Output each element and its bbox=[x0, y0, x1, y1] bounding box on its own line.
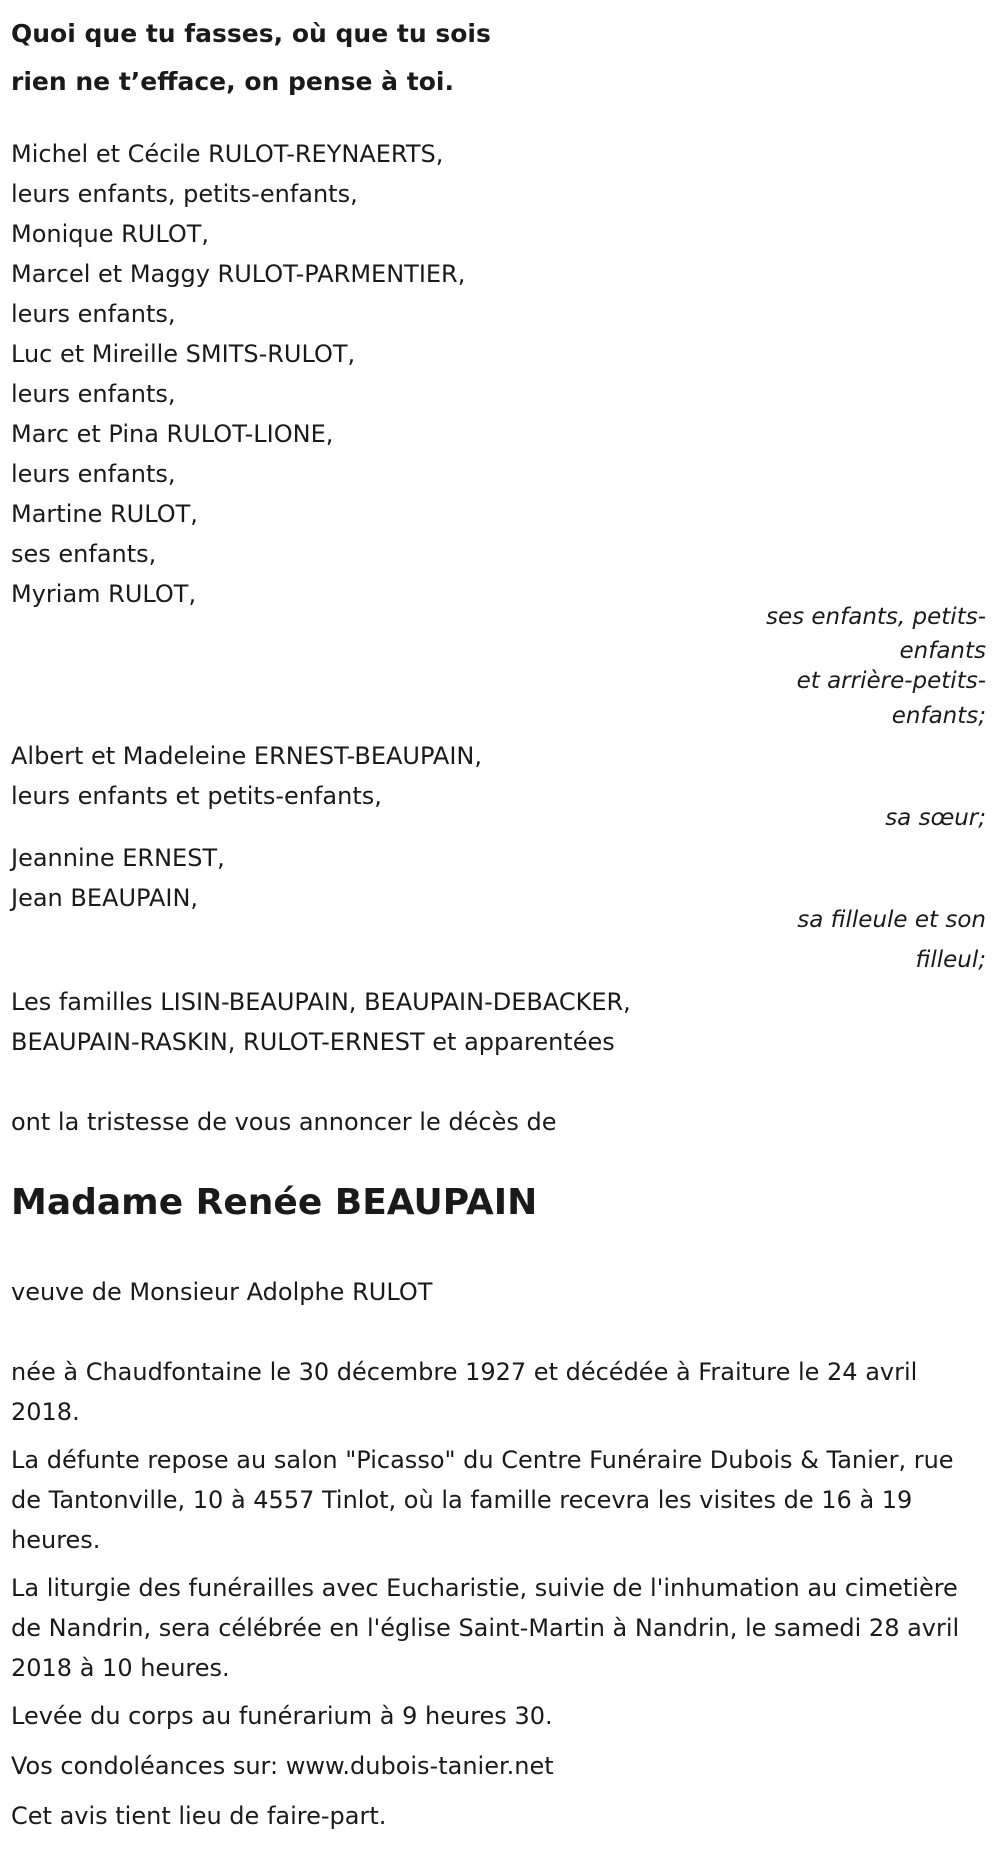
rest-place: La défunte repose au salon "Picasso" du Centre Funéraire Dubois & Tanier, rue de Tantonville, 10 à 4557 Tinlot, où la famille recevra les visites de 16 à 19 heures. bbox=[11, 1446, 954, 1554]
family-line: Luc et Mireille SMITS-RULOT, bbox=[11, 340, 356, 368]
epigraph-line-2: rien ne t’efface, on pense à toi. bbox=[11, 67, 454, 96]
note-line: sa sœur; bbox=[885, 805, 986, 831]
levee: Levée du corps au funérarium à 9 heures 30. bbox=[11, 1702, 553, 1730]
epigraph-line-1: Quoi que tu fasses, où que tu sois bbox=[11, 19, 491, 48]
epigraph bbox=[11, 10, 491, 106]
family-line: leurs enfants et petits-enfants, bbox=[11, 782, 382, 810]
family-line: Myriam RULOT, bbox=[11, 580, 197, 608]
relation-note-1 bbox=[726, 598, 986, 736]
relation-note-2 bbox=[726, 798, 986, 838]
family-block-2 bbox=[11, 736, 482, 816]
notice: Cet avis tient lieu de faire-part. bbox=[11, 1802, 387, 1830]
family-line: leurs enfants, bbox=[11, 300, 176, 328]
family-line: Jeannine ERNEST, bbox=[11, 844, 225, 872]
condolences: Vos condoléances sur: www.dubois-tanier.net bbox=[11, 1752, 554, 1780]
announcement: ont la tristesse de vous annoncer le décès de bbox=[11, 1108, 557, 1136]
birth-death: née à Chaudfontaine le 30 décembre 1927 et décédée à Fraiture le 24 avril 2018. bbox=[11, 1358, 918, 1426]
obituary-notice bbox=[11, 0, 986, 1858]
note-line: enfants bbox=[899, 638, 986, 664]
family-line: Jean BEAUPAIN, bbox=[11, 884, 199, 912]
note-line: et arrière-petits- bbox=[796, 668, 986, 694]
family-line: leurs enfants, petits-enfants, bbox=[11, 180, 358, 208]
relation-note-3 bbox=[726, 900, 986, 980]
family-line: Martine RULOT, bbox=[11, 500, 198, 528]
family-block-4 bbox=[11, 982, 631, 1062]
family-line: leurs enfants, bbox=[11, 460, 176, 488]
deceased-name: Madame Renée BEAUPAIN bbox=[11, 1182, 538, 1223]
family-line: BEAUPAIN-RASKIN, RULOT-ERNEST et apparentées bbox=[11, 1028, 615, 1056]
note-line: ses enfants, petits- bbox=[765, 604, 986, 630]
family-line: ses enfants, bbox=[11, 540, 157, 568]
widow-of: veuve de Monsieur Adolphe RULOT bbox=[11, 1278, 433, 1306]
note-line: filleul; bbox=[915, 947, 986, 973]
family-line: Monique RULOT, bbox=[11, 220, 210, 248]
family-line: leurs enfants, bbox=[11, 380, 176, 408]
liturgy: La liturgie des funérailles avec Eucharistie, suivie de l'inhumation au cimetière de Nandrin, sera célébrée en l'église Saint-Martin à Nandrin, le samedi 28 avril 2018 à 10 heures. bbox=[11, 1574, 960, 1682]
family-line: Marc et Pina RULOT-LIONE, bbox=[11, 420, 334, 448]
family-line: Les familles LISIN-BEAUPAIN, BEAUPAIN-DEBACKER, bbox=[11, 988, 631, 1016]
note-line: sa filleule et son bbox=[797, 907, 986, 933]
family-block-3 bbox=[11, 838, 225, 918]
family-line: Albert et Madeleine ERNEST-BEAUPAIN, bbox=[11, 742, 482, 770]
family-line: Marcel et Maggy RULOT-PARMENTIER, bbox=[11, 260, 466, 288]
note-line: enfants; bbox=[891, 703, 986, 729]
family-block-1 bbox=[11, 134, 465, 614]
family-line: Michel et Cécile RULOT-REYNAERTS, bbox=[11, 140, 444, 168]
